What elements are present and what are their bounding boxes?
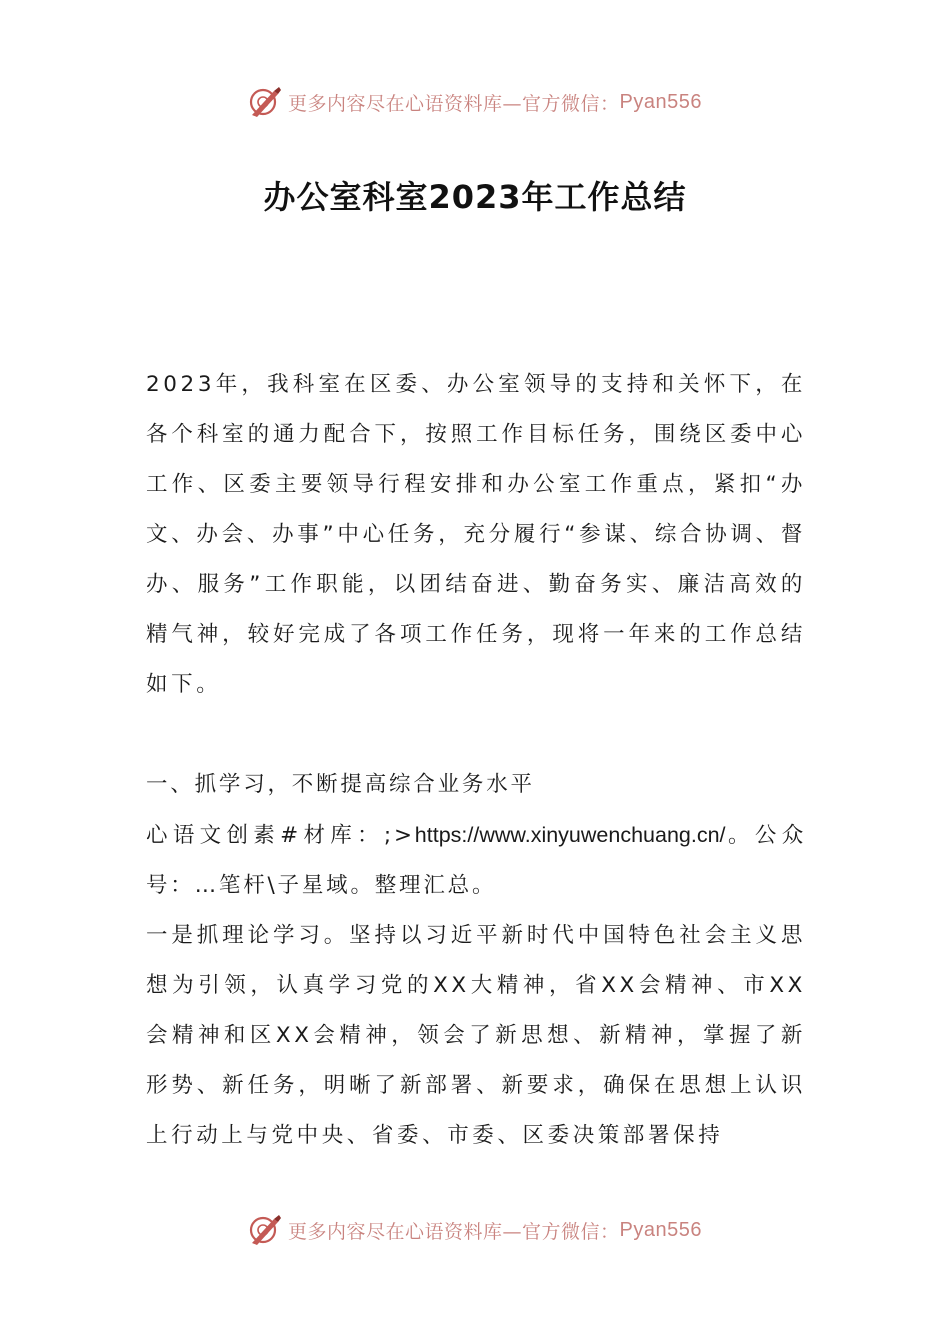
source-note: [146, 810, 806, 911]
document-body: [146, 360, 806, 1161]
footer-banner: [0, 1210, 950, 1250]
header-banner: [0, 82, 950, 122]
intro-paragraph: 2023年，我科室在区委、办公室领导的支持和关怀下，在各个科室的通力配合下，按照工作目标任务，围绕区委中心工作、区委主要领导行程安排和办公室工作重点，紧扣“办文、办会、办事”中心任务，充分履行“参谋、综合协调、督办、服务”工作职能，以团结奋进、勤奋务实、廉洁高效的精气神，较好完成了各项工作任务，现将一年来的工作总结如下。: [146, 372, 806, 697]
source-suffix: 。公众号：…笔杆\子星域。整理汇总。: [146, 823, 807, 898]
wechat-id: Pyan556: [619, 90, 702, 113]
banner-tagline: 更多内容尽在心语资料库—官方微信：: [288, 92, 620, 115]
pen-logo-icon: [248, 85, 282, 119]
source-prefix: 心语文创素#材库：;>: [146, 823, 415, 848]
body-paragraph: 一是抓理论学习。坚持以习近平新时代中国特色社会主义思想为引领，认真学习党的XX大精神，省XX会精神、市XX会精神和区XX会精神，领会了新思想、新精神，掌握了新形势、新任务，明晰了新部署、新要求，确保在思想上认识上行动上与党中央、省委、市委、区委决策部署保持: [146, 923, 806, 1148]
wechat-id: Pyan556: [619, 1218, 702, 1241]
pen-logo-icon: [248, 1213, 282, 1247]
banner-tagline: 更多内容尽在心语资料库—官方微信：: [288, 1220, 620, 1243]
section-heading: 一、抓学习，不断提高综合业务水平: [146, 772, 535, 797]
document-title: 办公室科室2023年工作总结: [263, 178, 687, 216]
source-link[interactable]: https://www.xinyuwenchuang.cn/: [414, 823, 726, 847]
